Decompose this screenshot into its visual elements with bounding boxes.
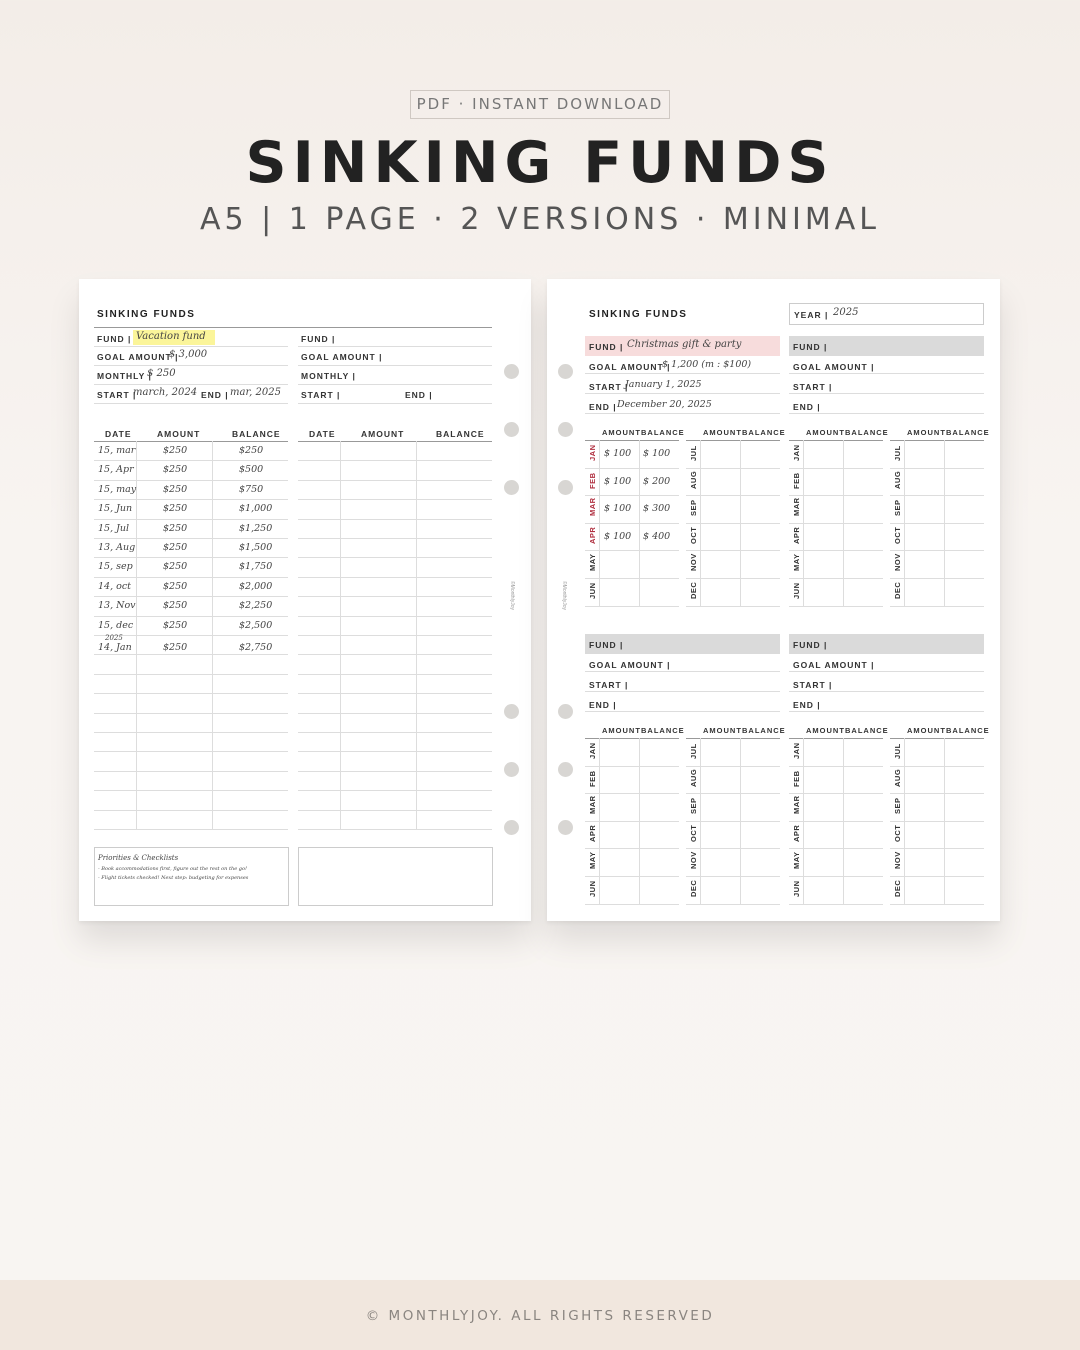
month-label: NOV	[689, 851, 698, 870]
field-rule	[789, 691, 984, 692]
fund-label-2: FUND |	[301, 334, 336, 344]
field-rule	[585, 691, 780, 692]
field-rule	[789, 413, 984, 414]
fund-label: FUND |	[97, 334, 132, 344]
ring-hole	[558, 704, 573, 719]
cell-amount: $250	[163, 542, 188, 553]
month-label: OCT	[893, 526, 902, 544]
cell-amount: $250	[163, 561, 188, 573]
table-row	[94, 654, 288, 655]
cell-amount: $250	[163, 600, 188, 612]
table-row	[94, 519, 288, 520]
table-row	[585, 495, 679, 496]
month-label: NOV	[689, 553, 698, 572]
table-row	[298, 577, 492, 578]
table-row	[94, 538, 288, 539]
month-label: MAY	[792, 553, 801, 572]
balance-header: BALANCE	[641, 428, 685, 437]
fund-block-1-fund-label: FUND |	[589, 342, 624, 352]
month-label: APR	[588, 526, 597, 544]
month-label: FEB	[792, 472, 801, 489]
field-rule	[585, 373, 780, 374]
cell-date: 15, sep	[98, 561, 133, 573]
table-row	[94, 460, 288, 461]
month-label: NOV	[893, 553, 902, 572]
month-label: SEP	[689, 499, 698, 517]
planner-page-version-2	[547, 279, 1000, 921]
ring-hole	[558, 762, 573, 777]
table-row	[298, 829, 492, 830]
amount-header: AMOUNT	[602, 726, 641, 735]
amount-header: AMOUNT	[602, 428, 641, 437]
notes-line: - Flight tickets checked! Next step: budgeting for expenses	[98, 875, 249, 881]
cell-date: 15, dec	[98, 619, 134, 631]
table-row	[94, 499, 288, 500]
monthly-value: $ 250	[147, 368, 176, 379]
table-row	[890, 793, 984, 794]
ring-hole	[558, 480, 573, 495]
fund-block-3-goal-label: GOAL AMOUNT |	[589, 660, 671, 670]
month-label: JUN	[792, 880, 801, 897]
fund-block-1-start-label: START |	[589, 382, 629, 392]
month-label: JUL	[893, 445, 902, 461]
table-row	[789, 821, 883, 822]
table-row	[298, 674, 492, 675]
column-divider	[340, 441, 341, 829]
table-row	[298, 751, 492, 752]
table-row	[686, 793, 780, 794]
product-title: SINKING FUNDS	[245, 130, 835, 196]
amount-header: AMOUNT	[907, 428, 946, 437]
month-label: AUG	[689, 768, 698, 787]
ring-hole	[504, 704, 519, 719]
table-row	[585, 468, 679, 469]
notes-title: Priorities & Checklists	[98, 854, 179, 862]
table-row	[298, 654, 492, 655]
field-rule	[585, 711, 780, 712]
table-row	[789, 766, 883, 767]
end-value: mar, 2025	[230, 387, 281, 398]
table-row	[94, 810, 288, 811]
product-subtitle: A5 | 1 PAGE · 2 VERSIONS · MINIMAL	[199, 202, 881, 237]
ring-hole	[504, 422, 519, 437]
table-row	[890, 468, 984, 469]
table-row	[890, 904, 984, 905]
month-label: JAN	[588, 742, 597, 759]
column-divider	[212, 441, 213, 829]
col-header-amount: AMOUNT	[157, 429, 201, 439]
table-row	[585, 523, 679, 524]
cell-date: 15, Jun	[98, 503, 133, 515]
page-title: SINKING FUNDS	[97, 309, 196, 320]
field-rule	[789, 711, 984, 712]
table-row	[789, 848, 883, 849]
cell-date: 15, mar	[98, 445, 136, 456]
fund-value: Christmas gift & party	[627, 339, 742, 350]
fund-block-1-goal-label: GOAL AMOUNT |	[589, 362, 671, 372]
table-row	[686, 606, 780, 607]
table-row	[298, 732, 492, 733]
cell-balance: $1,500	[239, 542, 273, 553]
cell-balance: $2,750	[239, 642, 273, 653]
table-row	[298, 519, 492, 520]
month-label: AUG	[893, 768, 902, 787]
month-label: MAR	[588, 497, 597, 517]
fund-block-2-goal-label: GOAL AMOUNT |	[793, 362, 875, 372]
table-row	[686, 523, 780, 524]
table-row	[298, 790, 492, 791]
month-label: DEC	[689, 879, 698, 897]
table-row	[890, 578, 984, 579]
cell-amount: $250	[163, 464, 188, 476]
balance-header: BALANCE	[742, 428, 786, 437]
table-row	[789, 793, 883, 794]
balance-header: BALANCE	[845, 428, 889, 437]
col-header-balance: BALANCE	[232, 429, 281, 439]
end-value: December 20, 2025	[617, 399, 712, 410]
start-value: march, 2024	[133, 387, 198, 398]
ring-hole	[504, 480, 519, 495]
table-row	[94, 790, 288, 791]
cell-balance: $2,000	[239, 580, 273, 592]
cell-date: 14, Jan	[98, 642, 132, 653]
copyright-footer: © MONTHLYJOY. ALL RIGHTS RESERVED	[365, 1308, 715, 1324]
cell-date: 13, Nov	[98, 600, 136, 612]
month-label: OCT	[893, 824, 902, 842]
table-row	[789, 876, 883, 877]
table-row	[789, 550, 883, 551]
cell-balance: $ 400	[643, 530, 671, 542]
ring-hole	[558, 364, 573, 379]
month-label: JUL	[689, 743, 698, 759]
table-row	[94, 713, 288, 714]
month-label: MAR	[792, 795, 801, 815]
cell-balance: $2,500	[239, 619, 273, 631]
cell-balance: $2,250	[239, 600, 273, 612]
cell-amount: $ 100	[604, 530, 632, 542]
goal-label: GOAL AMOUNT |	[97, 352, 179, 362]
page-title: SINKING FUNDS	[589, 309, 688, 320]
fund-block-4-goal-label: GOAL AMOUNT |	[793, 660, 875, 670]
cell-balance: $250	[239, 445, 264, 456]
amount-header: AMOUNT	[806, 726, 845, 735]
year-value: 2025	[833, 307, 859, 318]
table-row	[789, 495, 883, 496]
month-label: AUG	[689, 470, 698, 489]
fund-block-3-end-label: END |	[589, 700, 617, 710]
monthly-label: MONTHLY |	[97, 371, 152, 381]
cell-amount: $250	[163, 642, 188, 653]
cell-balance: $ 300	[643, 503, 671, 515]
table-row	[890, 821, 984, 822]
col-header-date: DATE	[105, 429, 132, 439]
table-row	[298, 480, 492, 481]
table-row	[686, 766, 780, 767]
table-row	[298, 810, 492, 811]
cell-balance: $1,250	[239, 522, 273, 534]
fund-block-1-end-label: END |	[589, 402, 617, 412]
month-label: JUL	[689, 445, 698, 461]
cell-amount: $250	[163, 483, 188, 495]
month-label: SEP	[893, 797, 902, 815]
table-row	[585, 606, 679, 607]
table-row	[686, 578, 780, 579]
table-row	[789, 523, 883, 524]
month-label: FEB	[588, 472, 597, 489]
month-label: OCT	[689, 526, 698, 544]
table-header-rule	[94, 441, 288, 442]
table-row	[585, 821, 679, 822]
month-label: JUL	[893, 743, 902, 759]
col-header-date-2: DATE	[309, 429, 336, 439]
cell-date: 15, Apr	[98, 464, 134, 476]
table-row	[298, 713, 492, 714]
table-row	[94, 480, 288, 481]
fund-block-4-start-label: START |	[793, 680, 833, 690]
field-rule	[585, 671, 780, 672]
col-header-balance-2: BALANCE	[436, 429, 485, 439]
table-row	[94, 829, 288, 830]
table-row	[298, 635, 492, 636]
fund-value: Vacation fund	[136, 331, 206, 342]
balance-header: BALANCE	[641, 726, 685, 735]
month-label: APR	[588, 824, 597, 842]
cell-balance: $1,000	[239, 503, 273, 515]
table-row	[890, 876, 984, 877]
month-label: DEC	[893, 879, 902, 897]
table-row	[686, 876, 780, 877]
field-rule	[789, 373, 984, 374]
table-row	[890, 848, 984, 849]
notes-box-2	[298, 847, 493, 906]
table-row	[298, 557, 492, 558]
table-row	[890, 523, 984, 524]
table-row	[686, 495, 780, 496]
cell-amount: $250	[163, 503, 188, 515]
start-value: January 1, 2025	[625, 379, 702, 390]
table-row	[298, 538, 492, 539]
month-label: JUN	[588, 880, 597, 897]
cell-balance: $500	[239, 464, 264, 476]
year-label: YEAR |	[794, 310, 829, 320]
cell-amount: $250	[163, 445, 188, 456]
cell-amount: $ 100	[604, 448, 632, 459]
balance-header: BALANCE	[845, 726, 889, 735]
amount-header: AMOUNT	[703, 726, 742, 735]
table-row	[94, 635, 288, 636]
month-label: NOV	[893, 851, 902, 870]
fund-block-2-fund-label: FUND |	[793, 342, 828, 352]
table-row	[94, 577, 288, 578]
start-label-2: START |	[301, 390, 341, 400]
cell-date: 13, Aug	[98, 542, 136, 553]
table-row	[94, 596, 288, 597]
table-row	[890, 550, 984, 551]
month-label: MAR	[588, 795, 597, 815]
amount-header: AMOUNT	[907, 726, 946, 735]
footer-band	[0, 1280, 1080, 1350]
table-row	[94, 771, 288, 772]
goal-label-2: GOAL AMOUNT |	[301, 352, 383, 362]
table-row	[298, 460, 492, 461]
field-rule	[585, 393, 780, 394]
table-row	[585, 848, 679, 849]
fund-block-2-end-label: END |	[793, 402, 821, 412]
cell-date: 15, Jul	[98, 522, 130, 534]
month-label: JUN	[792, 582, 801, 599]
table-row	[94, 616, 288, 617]
ring-hole	[504, 820, 519, 835]
amount-header: AMOUNT	[703, 428, 742, 437]
cell-date: 14, oct	[98, 580, 131, 592]
table-row	[686, 550, 780, 551]
month-label: SEP	[689, 797, 698, 815]
table-row	[94, 732, 288, 733]
table-row	[789, 904, 883, 905]
planner-page-version-1	[79, 279, 531, 921]
table-row	[94, 693, 288, 694]
fund-block-4-fund-label: FUND |	[793, 640, 828, 650]
field-rule	[585, 413, 780, 414]
cell-amount: $250	[163, 580, 188, 592]
month-label: SEP	[893, 499, 902, 517]
table-row	[789, 578, 883, 579]
copyright-side: ©MonthlyJoy	[561, 581, 567, 610]
table-row	[585, 766, 679, 767]
month-label: MAY	[792, 851, 801, 870]
table-row	[94, 674, 288, 675]
cell-balance: $ 200	[643, 475, 671, 487]
table-row	[585, 578, 679, 579]
notes-box	[94, 847, 289, 906]
balance-header: BALANCE	[742, 726, 786, 735]
field-rule	[789, 671, 984, 672]
ring-hole	[558, 820, 573, 835]
table-row	[789, 468, 883, 469]
month-label: MAY	[588, 851, 597, 870]
table-header-rule	[298, 441, 492, 442]
fund-block-2-start-label: START |	[793, 382, 833, 392]
month-label: DEC	[689, 581, 698, 599]
month-label: JAN	[792, 444, 801, 461]
cell-amount: $ 100	[604, 503, 632, 515]
table-row	[789, 606, 883, 607]
table-row	[298, 616, 492, 617]
month-label: MAY	[588, 553, 597, 572]
month-label: MAR	[792, 497, 801, 517]
column-divider	[416, 441, 417, 829]
cell-date: 15, may	[98, 483, 137, 495]
table-row	[890, 606, 984, 607]
end-label-2: END |	[405, 390, 433, 400]
table-row	[686, 848, 780, 849]
column-divider	[136, 441, 137, 829]
col-header-amount-2: AMOUNT	[361, 429, 405, 439]
copyright-side: ©MonthlyJoy	[509, 581, 515, 610]
table-row	[585, 793, 679, 794]
notes-line: - Book accommodations first, figure out the rest on the go!	[98, 866, 247, 872]
month-label: APR	[792, 526, 801, 544]
month-label: JAN	[588, 444, 597, 461]
amount-header: AMOUNT	[806, 428, 845, 437]
ring-hole	[504, 762, 519, 777]
table-row	[890, 495, 984, 496]
cell-amount: $250	[163, 619, 188, 631]
cell-balance: $750	[239, 483, 264, 495]
table-row	[298, 771, 492, 772]
goal-value: $ 1,200 (m : $100)	[662, 359, 752, 370]
balance-header: BALANCE	[946, 428, 990, 437]
table-row	[686, 821, 780, 822]
table-row	[585, 550, 679, 551]
fund-block-4-end-label: END |	[793, 700, 821, 710]
cell-balance: $ 100	[643, 448, 671, 459]
start-label: START |	[97, 390, 137, 400]
table-row	[686, 468, 780, 469]
end-label: END |	[201, 390, 229, 400]
balance-header: BALANCE	[946, 726, 990, 735]
month-label: AUG	[893, 470, 902, 489]
month-label: JUN	[588, 582, 597, 599]
table-row	[890, 766, 984, 767]
month-label: FEB	[792, 770, 801, 787]
table-row	[686, 904, 780, 905]
monthly-label-2: MONTHLY |	[301, 371, 356, 381]
cell-amount: $250	[163, 522, 188, 534]
month-label: OCT	[689, 824, 698, 842]
table-row	[585, 904, 679, 905]
table-row	[298, 596, 492, 597]
cell-balance: $1,750	[239, 561, 273, 573]
field-rule	[789, 393, 984, 394]
month-label: JAN	[792, 742, 801, 759]
cell-amount: $ 100	[604, 475, 632, 487]
table-row	[298, 499, 492, 500]
ring-hole	[558, 422, 573, 437]
goal-value: $ 3,000	[169, 349, 208, 360]
month-label: FEB	[588, 770, 597, 787]
month-label: APR	[792, 824, 801, 842]
table-row	[298, 693, 492, 694]
ring-hole	[504, 364, 519, 379]
table-row	[94, 557, 288, 558]
table-row	[585, 876, 679, 877]
month-label: DEC	[893, 581, 902, 599]
format-badge: PDF · INSTANT DOWNLOAD	[410, 90, 670, 119]
year-note: 2025	[105, 634, 123, 642]
fund-block-3-start-label: START |	[589, 680, 629, 690]
table-row	[94, 751, 288, 752]
fund-block-3-fund-label: FUND |	[589, 640, 624, 650]
